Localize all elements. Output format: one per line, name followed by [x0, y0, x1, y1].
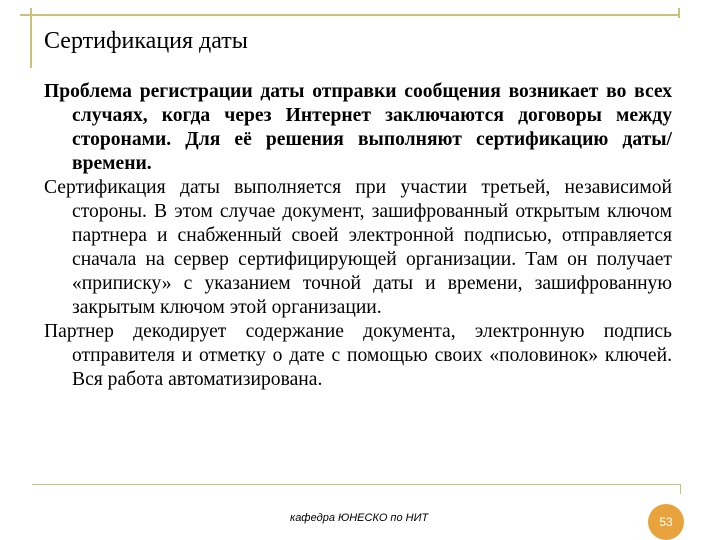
page-number-badge [648, 504, 684, 540]
frame-right-line [678, 8, 680, 18]
frame-left-line [30, 8, 32, 68]
slide-body [44, 80, 672, 392]
page-number: 53 [659, 515, 673, 529]
frame-top-line [20, 14, 680, 16]
footer-divider [32, 484, 680, 485]
slide-title: Сертификация даты [44, 28, 248, 54]
paragraph-certification: Сертификация даты выполняется при участии третьей, независимой стороны. В этом случае документ, зашифрованный открытым ключом партнера и снабженный своей электронной подписью, отправляется сначала на сервер сертифицирующей организации. Там он получает «приписку» с указанием точной даты и времени, зашифрованную закрытым ключом этой организации. [44, 177, 672, 318]
paragraph-partner: Партнер декодирует содержание документа, электронную подпись отправителя и отметку о дате с помощью своих «половинок» ключей. Вся работа автоматизирована. [44, 321, 672, 390]
footer-divider-tick [680, 484, 681, 494]
footer-department: кафедра ЮНЕСКО по НИТ [290, 512, 429, 524]
paragraph-problem: Проблема регистрации даты отправки сообщения возникает во всех случаях, когда через Интернет заключаются договоры между сторонами. Для её решения выполняют сертификацию даты/времени. [44, 81, 672, 174]
